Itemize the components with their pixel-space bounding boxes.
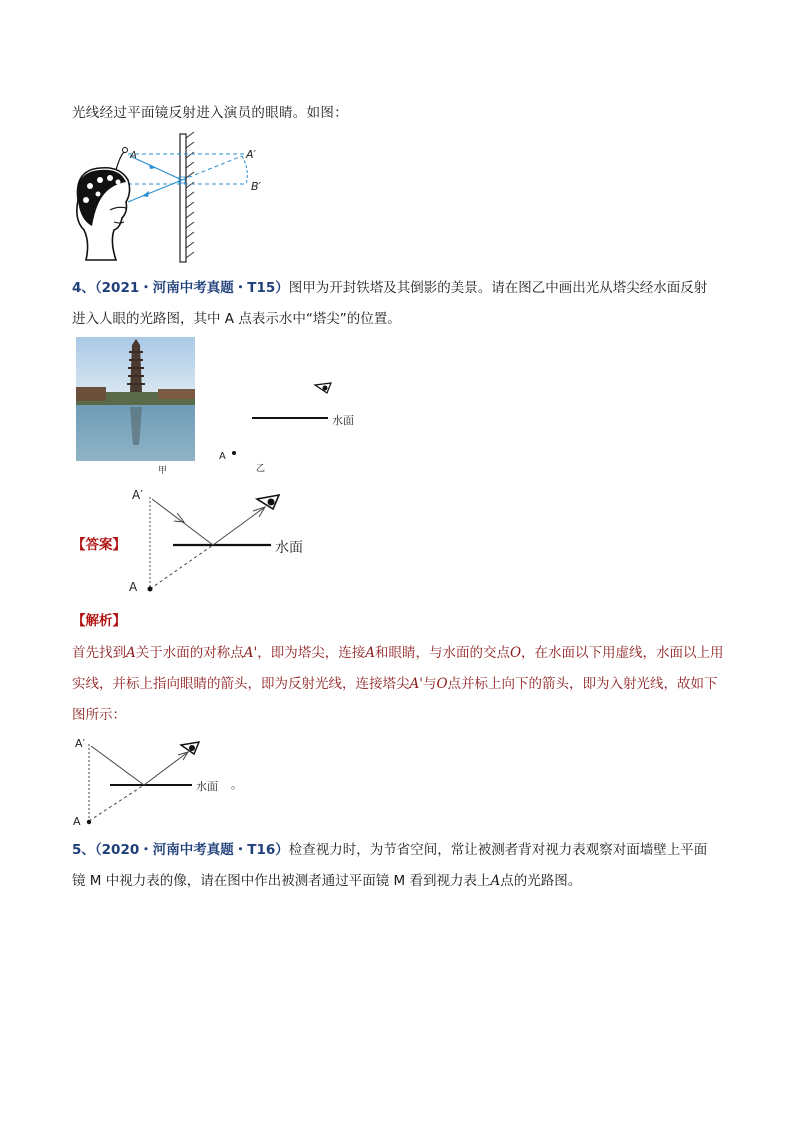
analysis-symbol: A [365,645,375,661]
analysis-symbol: A' [409,676,423,692]
virtual-ray [89,785,144,821]
analysis-part: ，即为塔尖，连接 [257,645,366,661]
analysis-symbol: A [126,645,136,661]
analysis-symbol: O [509,645,522,661]
ray-arrow [149,164,156,169]
mirror [180,134,186,262]
analysis-symbol: O [436,676,448,692]
extra-mark: 。 [231,778,242,791]
analysis-part: 首先找到 [72,645,126,661]
question-5 [72,835,732,897]
water-label: 水面 [196,780,218,793]
question-4 [72,273,732,335]
point-A [148,587,153,592]
analysis-part: 与 [422,676,437,692]
question-number: 4、 [72,280,95,296]
reflected-ray [213,507,265,545]
incident-arrow [174,513,184,522]
pagoda-photo [76,337,195,461]
analysis-figure [68,732,258,832]
label-A: A [73,815,81,828]
analysis-tag: 【解析】 [72,613,126,629]
eye-icon [257,495,279,509]
label-A: A [129,580,138,594]
analysis-text [72,638,727,731]
eye-icon [181,742,199,754]
water-label: 水面 [275,540,303,556]
question-source: （2021・河南中考真题・T15） [94,280,289,296]
reflected-ray [144,752,188,785]
question-source: （2020・河南中考真题・T16） [94,842,289,858]
question-number: 5、 [72,842,95,858]
analysis-part: 点并标上向下的箭头，即为入射光线，故如下图所示： [72,676,718,723]
point-A [232,451,236,455]
virtual-ray [150,545,213,589]
label-B-image: B′ [251,180,262,193]
question-text-line1: 图甲为开封铁塔及其倒影的美景。请在图乙中画出光从塔尖经水面反射 [288,280,708,296]
label-A-image: A′ [75,737,86,750]
label-A-image: A′ [132,488,143,502]
figure-yi [210,375,380,475]
question-symbol: A [490,873,501,889]
question-text-line2b: 点的光路图。 [500,873,582,889]
incident-ray [91,746,144,785]
analysis-part: ，在水面以下用虚线，水面以上用实线，并标上指向眼睛的箭头，即为反射光线，连接塔尖 [72,645,724,692]
solid-rays [128,156,182,202]
question-text-line1: 检查视力时，为节省空间，常让被测者背对视力表观察对面墙壁上平面 [288,842,708,858]
intro-line: 光线经过平面镜反射进入演员的眼睛。如图： [72,105,348,121]
analysis-symbol: A' [243,645,258,661]
mirror-figure [70,130,280,265]
point-A-label: A [219,451,226,462]
actor-illustration [77,148,130,261]
answer-tag: 【答案】 [72,537,126,553]
caption-yi: 乙 [256,464,266,474]
analysis-part: 关于水面的对称点 [135,645,244,661]
label-A: A [130,150,137,161]
answer-figure [125,485,325,600]
caption-jia: 甲 [158,466,168,476]
mirror-hatching [186,132,194,258]
label-A-image: A′ [246,148,257,161]
ray-arrow [142,191,149,197]
water-label: 水面 [332,414,354,427]
question-text-line2a: 镜 M 中视力表的像，请在图中作出被测者通过平面镜 M 看到视力表上 [72,873,491,889]
analysis-part: 和眼睛，与水面的交点 [374,645,510,661]
point-A [87,820,91,824]
eye-icon [315,383,331,393]
question-text-line2: 进入人眼的光路图，其中 A 点表示水中“塔尖”的位置。 [72,311,401,327]
